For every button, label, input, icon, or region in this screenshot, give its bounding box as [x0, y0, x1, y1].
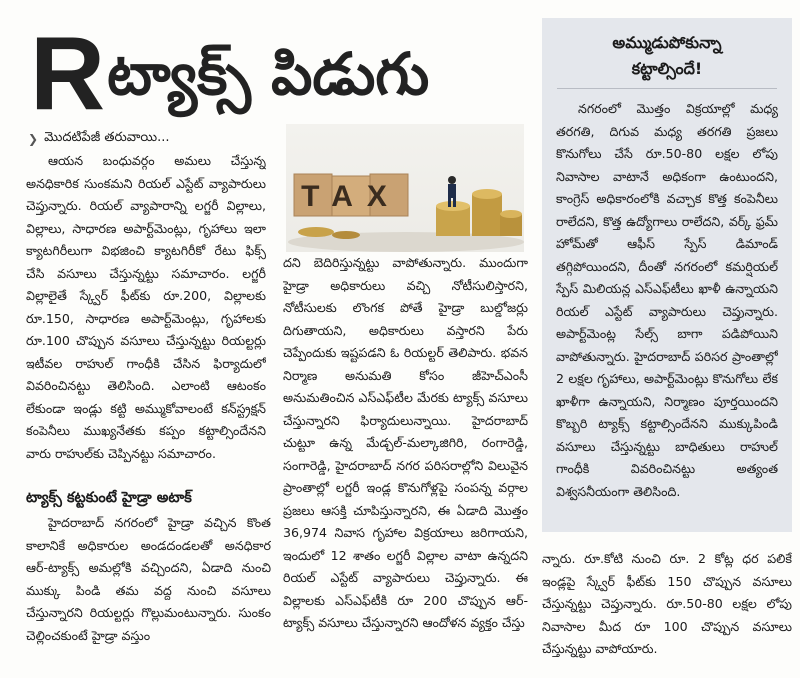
headline-letter: R [30, 16, 104, 132]
column-1-paragraph-1: ఆయన బంధువర్గం అమలు చేస్తున్న అనధికారిక సుంకమని రియల్ ఎస్టేట్ వ్యాపారులు చెప్తున్నారు. రియల్ వ్యాపారాన్ని లగ్జరీ విల్లాలు, విల్లాలు, సాధారణ అపార్ట్‌మెంట్లు, గృహాలు ఇలా క్యాటగిరీలుగా విభజించి క్యాటగిరీకో రేటు ఫిక్స్ చేసి వసూలు చేస్తున్నట్టు సమాచారం. లగ్జరీ విల్లాలైతే స్క్వేర్ ఫీట్‌కు రూ.200, విల్లాలకు రూ.150, సాధారణ అపార్ట్‌మెంట్లు, గృహాలకు రూ.100 చొప్పున వసూలు చేస్తున్నట్టు రియల్టర్లు ఇటీవల రాహుల్ గాంధీకి చేసిన ఫిర్యాదులో వివరించినట్టు తెలిసింది. ఎలాంటి ఆటంకం లేకుండా ఇండ్లు కట్టి అమ్ముకోవాలంటే కన్‌స్ట్రక్షన్ కంపెనీలు ముఖ్యనేతకు కప్పం కట్టాల్సిందేనని వారు రాహుల్‌కు చెప్పినట్టు సమాచారం. [26, 153, 266, 461]
chevron-right-icon: ❯ [28, 132, 39, 146]
continuation-label: మొదటిపేజీ తరువాయి... [44, 130, 170, 145]
column-1-bottom [26, 512, 271, 672]
headline [30, 16, 430, 132]
tax-blocks-illustration [286, 124, 524, 252]
column-1-top [26, 150, 266, 486]
sidebar-title-line-1: అమ్ముడుపోకున్నా [612, 33, 722, 52]
sidebar-title-line-2: కట్టాల్సిందే! [631, 59, 703, 78]
tax-wooden-blocks [294, 174, 408, 216]
continuation-marker [28, 130, 169, 148]
column-3-bottom [542, 548, 792, 674]
column-2-paragraph: దని బెదిరిస్తున్నట్టు వాపోతున్నారు. ముందుగా హైడ్రా అధికారులు వచ్చి నోటీసులిస్తారని, నోటీసులకు లొంగక పోతే హైడ్రా బుల్డోజర్లు దిగుతాయని, అధికారులు వస్తారని పేరు చెప్పేందుకు ఇష్టపడని ఓ రియల్టర్ తెలిపారు. భవన నిర్మాణ అనుమతి కోసం జీహెచ్ఎంసీ అనుమతించిన ఎస్ఎఫ్‌టీల మేరకు ట్యాక్స్ వసూలు చేస్తున్నారని ఫిర్యాదులున్నాయి. హైదరాబాద్ చుట్టూ ఉన్న మేడ్చల్-మల్కాజిగిరి, రంగారెడ్డి, సంగారెడ్డి, హైదరాబాద్ నగర పరిసరాల్లోని విలువైన ప్రాంతాల్లో లగ్జరీ ఇండ్ల కొనుగోళ్లపై సంపన్న వర్గాల ప్రజలు ఆసక్తి చూపిస్తున్నారని, ఈ ఏడాది మొత్తం 36,974 నివాస గృహాల విక్రయాలు జరిగాయని, ఇందులో 12 శాతం లగ్జరీ విల్లాల వాటా ఉన్నదని రియల్ ఎస్టేట్ వ్యాపారులు చెప్తున్నారు. ఈ విల్లాలకు ఎస్ఎఫ్‌టీకి రూ 200 చొప్పున ఆర్-ట్యాక్స్ వసూలు చేస్తున్నారని ఆందోళన వ్యక్తం చేస్తు [283, 255, 528, 630]
sidebar-box [542, 18, 792, 532]
sidebar-divider [557, 88, 777, 89]
sidebar-paragraph: నగరంలో మొత్తం విక్రయాల్లో మధ్య తరగతి, దిగువ మధ్య తరగతి ప్రజలు కొనుగోలు చేసే రూ.50-80 లక్షల లోపు నివాసాల వాటానే అధికంగా ఉంటుందని, కాంగ్రెస్ అధికారంలోకి వచ్చాక కొత్త కంపెనీలు రాలేదని, కొత్త ఉద్యోగాలు రాలేదని, వర్క్ ఫ్రమ్ హోమ్‌తో ఆఫీస్ స్పేస్ డిమాండ్ తగ్గిపోయిందని, దీంతో నగరంలో కమర్షియల్ స్పేస్ మిలియన్ల ఎస్ఎఫ్‌టీలు ఖాళీ ఉన్నాయని రియల్ ఎస్టేట్ వ్యాపారులు చెప్తున్నారు. అపార్ట్‌మెంట్ల సేల్స్ బాగా పడిపోయిని వాపోతున్నారు. హైదరాబాద్ పరిసర ప్రాంతాల్లో 2 లక్షల గృహాలు, అపార్ట్‌మెంట్లు కొనుగోలు లేక ఖాళీగా ఉన్నాయని, నిర్మాణం పూర్తయిందని కొబ్బరి ట్యాక్స్ కట్టాల్సిందేనని ముక్కుపిండి వసూలు చేస్తున్నట్టు బాధితులు రాహుల్ గాంధీకి వివరించినట్టు అత్యంత విశ్వసనీయంగా తెలిసింది. [556, 101, 778, 499]
tax-block-text: TAX [301, 180, 401, 213]
column-2 [283, 252, 528, 674]
tax-photo [286, 124, 524, 252]
headline-text: ట్యాక్స్ పిడుగు [107, 40, 430, 108]
column-1-paragraph-2: హైదరాబాద్ నగరంలో హైడ్రా వచ్చిన కొంత కాలానికే అధికారుల అండదండలతో అనధికార ఆర్-ట్యాక్స్ అమల్లోకి వచ్చిందని, ఏడాది నుంచి ముక్కు పిండి తమ వద్ద నుంచి వసూలు చేస్తున్నారని రియల్టర్లు గొల్లుమంటున్నారు. సుంకం చెల్లించకుంటే హైడ్రా వస్తుం [26, 515, 271, 643]
column-3-paragraph: న్నారు. రూ.కోటి నుంచి రూ. 2 కోట్ల ధర పలికే ఇండ్లపై స్క్వేర్ ఫీట్‌కు 150 చొప్పున వసూలు చేస్తున్నట్టు చెప్తున్నారు. రూ.50-80 లక్షల లోపు నివాసాల మీద రూ 100 చొప్పున వసూలు చేస్తున్నట్టు వాపోయారు. [542, 551, 792, 656]
sidebar-body [556, 98, 778, 528]
sidebar-title [542, 30, 792, 82]
subheading: ట్యాక్స్ కట్టకుంటే హైడ్రా అటాక్ [26, 490, 192, 506]
